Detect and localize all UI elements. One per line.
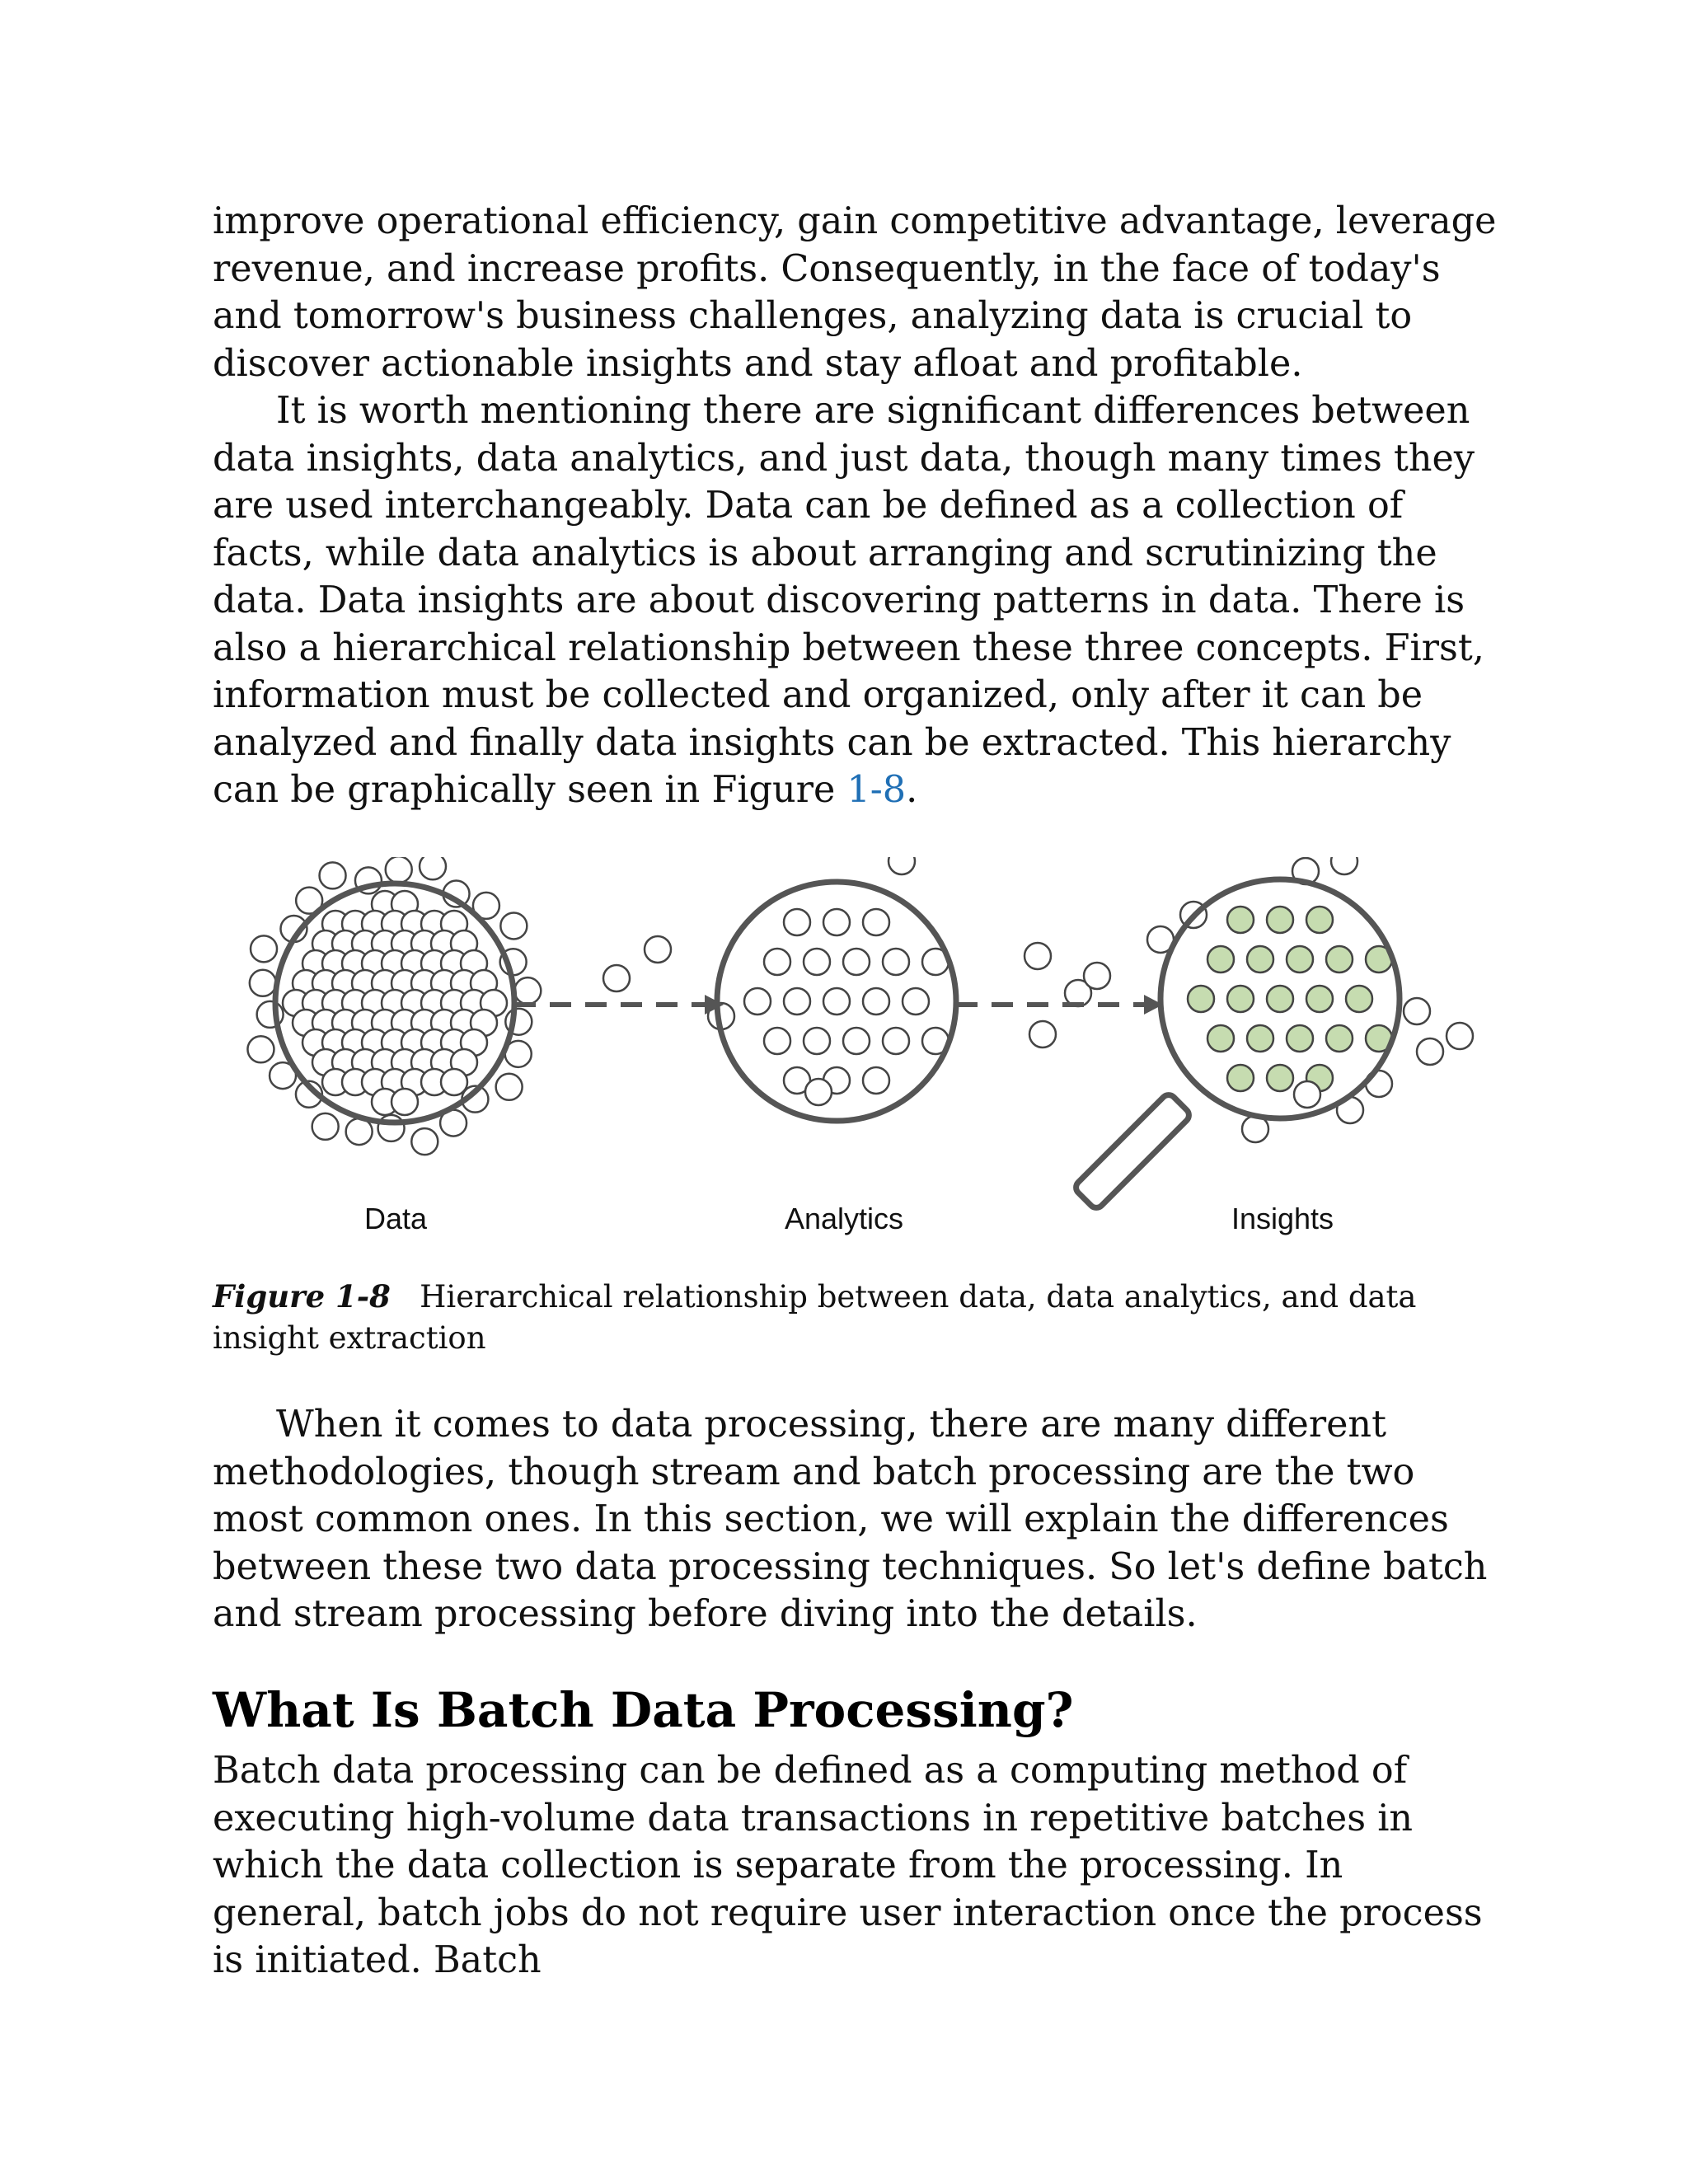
analytics-dot bbox=[603, 965, 630, 991]
insights-dot bbox=[1326, 1025, 1353, 1052]
analytics-dot bbox=[843, 1028, 870, 1054]
arrow-data-to-analytics bbox=[514, 995, 724, 1015]
data-dot bbox=[496, 1074, 523, 1100]
analytics-dot bbox=[863, 988, 889, 1015]
insights-dot bbox=[1207, 946, 1234, 972]
analytics-dot bbox=[863, 909, 889, 935]
analytics-dot bbox=[863, 1067, 889, 1094]
paragraph-3: When it comes to data processing, there are many different methodologies, though stream and batch processing are the two most common ones. In this section, we will explain the differences between these two data processing techniques. So let's define batch and stream processing before diving into the details. bbox=[213, 1404, 1488, 1635]
paragraph-2-text: It is worth mentioning there are significant differences between data insights, data analytics, and just data, though many times they are used interchangeably. Data can be defined as a collection of facts, while data analytics is about arranging and scrutinizing the data. Data insights are about discovering patterns in data. There is also a hierarchical relationship between these three concepts. First, information must be collected and organized, only after it can be analyzed and finally data insights can be extracted. This hierarchy can be graphically seen in Figure bbox=[213, 390, 1484, 811]
analytics-dot bbox=[889, 857, 915, 874]
insights-dot bbox=[1188, 986, 1214, 1012]
insights-dot bbox=[1287, 946, 1313, 972]
insights-dot bbox=[1346, 986, 1372, 1012]
magnifier-handle bbox=[1073, 1092, 1192, 1211]
analytics-dot bbox=[764, 949, 790, 975]
figure-hierarchy bbox=[213, 857, 1498, 1261]
data-dot bbox=[247, 1036, 274, 1062]
data-dot bbox=[500, 912, 527, 939]
analytics-dot bbox=[843, 949, 870, 975]
analytics-dot bbox=[805, 1079, 832, 1105]
insights-dot bbox=[1294, 1081, 1320, 1108]
insights-dot bbox=[1417, 1038, 1443, 1065]
data-dot bbox=[251, 935, 277, 962]
analytics-dot bbox=[823, 909, 850, 935]
analytics-dot bbox=[1029, 1021, 1056, 1047]
insights-dot bbox=[1287, 1025, 1313, 1052]
insights-dot bbox=[1227, 1065, 1254, 1091]
figure-caption bbox=[213, 1276, 1498, 1359]
paragraph-batch bbox=[213, 1747, 1498, 1985]
insights-dot bbox=[1084, 963, 1110, 989]
insights-dot bbox=[1267, 986, 1293, 1012]
paragraph-2-end: . bbox=[906, 769, 918, 811]
figure-svg bbox=[213, 857, 1498, 1261]
paragraph-1: improve operational efficiency, gain competitive advantage, leverage revenue, and increase profits. Consequently, in the face of today's and tomorrow's business challenges, analyzing data is crucial to discover actionable insights and stay afloat and profitable. bbox=[213, 200, 1497, 385]
analytics-dot bbox=[645, 936, 671, 963]
data-dot bbox=[514, 977, 541, 1004]
data-dot bbox=[392, 1089, 418, 1115]
figure-caption-text: Hierarchical relationship between data, data analytics, and data insight extraction bbox=[213, 1279, 1417, 1356]
analytics-dot bbox=[744, 988, 771, 1015]
analytics-dot bbox=[804, 1028, 830, 1054]
analytics-dot bbox=[804, 949, 830, 975]
insights-dot bbox=[1306, 907, 1333, 933]
data-dot bbox=[312, 1113, 339, 1140]
analytics-dot bbox=[883, 1028, 909, 1054]
label-data: Data bbox=[363, 1202, 428, 1235]
insights-dot bbox=[1306, 986, 1333, 1012]
analytics-dot bbox=[784, 988, 810, 1015]
analytics-dot bbox=[784, 909, 810, 935]
data-dot bbox=[250, 970, 276, 996]
paragraph-2 bbox=[213, 387, 1498, 814]
label-analytics: Analytics bbox=[784, 1202, 904, 1235]
paragraph-intro bbox=[213, 198, 1498, 814]
insights-dot bbox=[1247, 946, 1273, 972]
insights-dot bbox=[1404, 998, 1430, 1024]
analytics-dot bbox=[823, 988, 850, 1015]
insights-dot bbox=[1227, 986, 1254, 1012]
insights-dot bbox=[1326, 946, 1353, 972]
figure-caption-label: Figure 1-8 bbox=[213, 1278, 391, 1315]
label-insights: Insights bbox=[1231, 1202, 1334, 1235]
insights-dot bbox=[1207, 1025, 1234, 1052]
figure-dots bbox=[247, 857, 1473, 1155]
analytics-dot bbox=[903, 988, 929, 1015]
analytics-dot bbox=[764, 1028, 790, 1054]
data-dot bbox=[420, 857, 446, 879]
insights-dot bbox=[1227, 907, 1254, 933]
insights-dot bbox=[1267, 907, 1293, 933]
insights-dot bbox=[1447, 1023, 1473, 1049]
analytics-dot bbox=[1025, 943, 1051, 969]
figure-reference-link[interactable]: 1-8 bbox=[846, 769, 907, 811]
section-heading: What Is Batch Data Processing? bbox=[213, 1682, 1074, 1738]
data-dot bbox=[320, 862, 346, 888]
insights-dot bbox=[1247, 1025, 1273, 1052]
insights-dot bbox=[1267, 1065, 1293, 1091]
paragraph-4: Batch data processing can be defined as a computing method of executing high-volume data transactions in repetitive batches in which the data collection is separate from the processing. In general, batch jobs do not require user interaction once the process is initiated. Batch bbox=[213, 1750, 1483, 1981]
insights-dot bbox=[1331, 857, 1357, 874]
data-dot bbox=[411, 1128, 438, 1155]
arrow-analytics-to-insights bbox=[956, 995, 1163, 1015]
data-dot bbox=[386, 857, 412, 883]
paragraph-processing bbox=[213, 1401, 1498, 1638]
analytics-dot bbox=[883, 949, 909, 975]
